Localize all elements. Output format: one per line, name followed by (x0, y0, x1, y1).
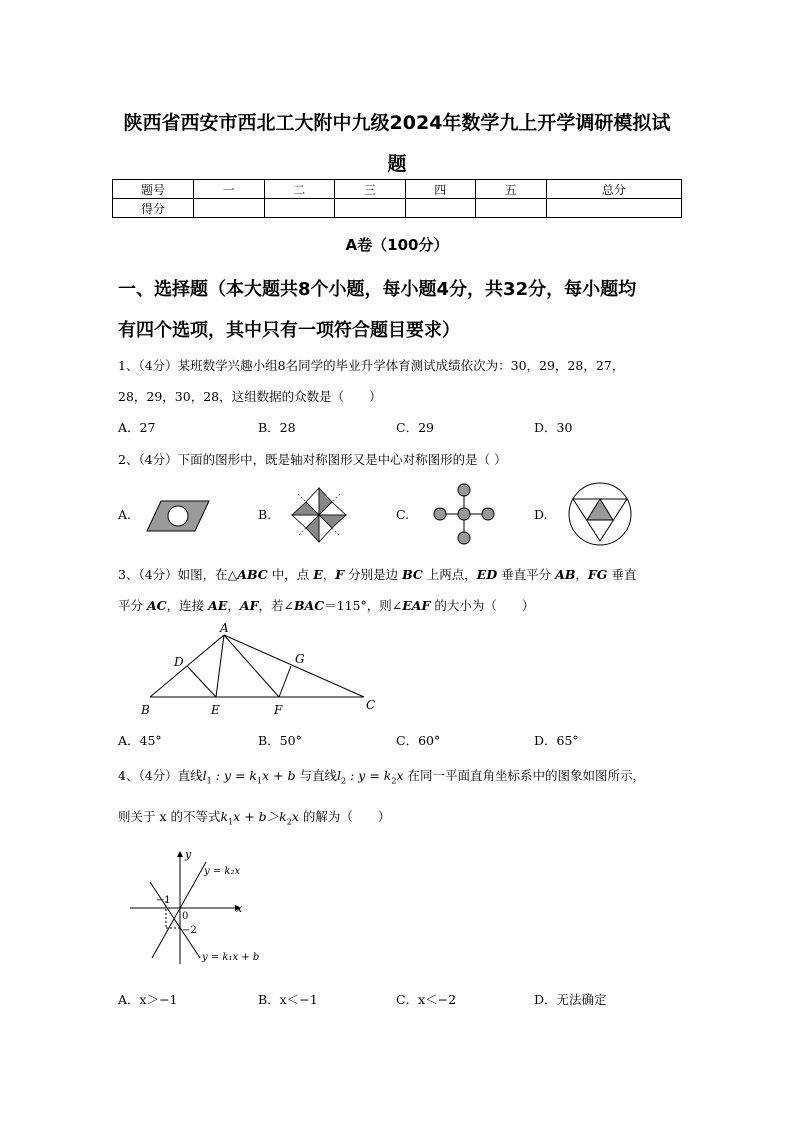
q4-text-line1 (118, 766, 645, 786)
q4-math: : y = k (346, 768, 392, 783)
score-cell (476, 199, 547, 218)
score-header-cell: 三 (335, 180, 406, 199)
score-cell (335, 199, 406, 218)
q4-math-sub: 1 (206, 776, 212, 786)
part1-heading-line1: 一、选择题（本大题共8个小题，每小题4分，共32分，每小题均 (118, 279, 637, 300)
q2-text: 2、（4分）下面的图形中，既是轴对称图形又是中心对称图形的是（ ） (118, 452, 507, 467)
q1-option-d: D．30 (534, 420, 573, 435)
q4-math: l (337, 768, 342, 783)
q4-math-sub: 2 (391, 776, 397, 786)
q4-text-line2 (118, 807, 390, 827)
q1-option-b: B．28 (258, 420, 296, 435)
q3-math: ED (476, 567, 498, 582)
q3-option-a: A．45° (118, 733, 162, 748)
q3-math: BAC (293, 598, 325, 613)
q2-figure-a-parallelogram (143, 497, 213, 537)
label-f: F (274, 703, 283, 717)
score-table (112, 179, 682, 218)
q4-text: 的解为（ ） (298, 809, 391, 824)
q3-math: FG (587, 567, 608, 582)
score-table-score-row (113, 199, 682, 218)
q3-text: 平分 (118, 598, 147, 613)
q4-math: x (396, 768, 404, 783)
tick-neg1-label: −1 (156, 895, 171, 906)
line-k1x-b (150, 882, 200, 958)
q3-text: ＝115°，则∠ (324, 598, 403, 613)
q2-figure-b-pinwheel (286, 484, 352, 546)
q4-option-c: C．x＜−2 (396, 992, 457, 1007)
segment-ac (224, 635, 364, 697)
q4-math-sub: 2 (286, 817, 292, 827)
q3-text: 垂直平分 (497, 567, 556, 582)
q4-math: k (220, 809, 229, 824)
q3-option-d: D．65° (534, 733, 579, 748)
score-cell (405, 199, 476, 218)
q3-text: 分别是边 (344, 567, 403, 582)
q1-option-c: C．29 (396, 420, 434, 435)
q4-text: 4、（4分）直线 (118, 768, 203, 783)
tick-neg2-label: −2 (182, 925, 197, 936)
q3-math: EAF (402, 598, 431, 613)
q4-math: l (202, 768, 207, 783)
q3-triangle-figure (136, 620, 386, 720)
segment-ae (216, 635, 224, 697)
q2-figure-d-circle-triangles (565, 481, 635, 549)
q3-option-c: C．60° (396, 733, 441, 748)
label-c: C (366, 698, 376, 712)
q3-text: ， (575, 567, 588, 582)
score-table-header-row (113, 180, 682, 199)
score-header-cell: 题号 (113, 180, 194, 199)
q4-math: x (291, 809, 299, 824)
q4-math-sub: 2 (341, 776, 347, 786)
line-k2x (152, 862, 206, 958)
q4-math: x + b (262, 768, 296, 783)
q3-text-line2 (118, 596, 534, 614)
label-b: B (141, 703, 150, 717)
q3-text: ，若∠ (258, 598, 294, 613)
label-g: G (295, 652, 305, 666)
q3-text: 3、（4分）如图，在△ (118, 567, 238, 582)
q2-label-b: B. (258, 507, 272, 522)
q2-figure-c-circles-cross (430, 482, 498, 546)
label-e: E (211, 703, 220, 717)
q3-math: AB (555, 567, 576, 582)
q1-text-line2: 28，29，30，28，这组数据的众数是（ ） (118, 389, 382, 404)
q4-option-d: D．无法确定 (534, 992, 607, 1007)
q4-option-a: A．x＞−1 (118, 992, 178, 1007)
q3-text-line1 (118, 565, 636, 583)
q1-option-a: A．27 (118, 420, 156, 435)
q3-math: E (313, 567, 323, 582)
paper-title-line2: 题 (387, 153, 407, 175)
q3-text: ， (227, 598, 240, 613)
q3-text: 中，点 (267, 567, 314, 582)
y-axis-label: y (185, 848, 192, 861)
q3-text: 上两点， (422, 567, 477, 582)
score-cell (546, 199, 682, 218)
q3-option-b: B．50° (258, 733, 302, 748)
q3-math: BC (402, 567, 423, 582)
label-d: D (174, 655, 184, 669)
q4-math: : y = k (211, 768, 257, 783)
part1-heading-line2: 有四个选项，其中只有一项符合题目要求） (118, 320, 460, 341)
paper-section-label: A卷（100分） (345, 236, 449, 254)
q3-math: ABC (237, 567, 268, 582)
q3-text: 的大小为（ ） (430, 598, 535, 613)
q3-text: 垂直 (607, 567, 637, 582)
q3-text: ，连接 (166, 598, 209, 613)
score-header-cell: 五 (476, 180, 547, 199)
segment-af (224, 635, 279, 697)
x-axis-label: x (236, 902, 243, 915)
line-k2x-label: y = k₂x (204, 866, 241, 877)
q4-text: 在同一平面直角坐标系中的图象如图所示， (403, 768, 645, 783)
score-header-cell: 四 (405, 180, 476, 199)
q3-text: ， (322, 567, 336, 582)
q4-math-sub: 1 (228, 817, 234, 827)
score-row-label: 得分 (113, 199, 194, 218)
q2-label-c: C. (396, 507, 410, 522)
q4-text: 与直线 (295, 768, 338, 783)
q4-option-b: B．x＜−1 (258, 992, 318, 1007)
q4-text: 则关于 x 的不等式 (118, 809, 221, 824)
segment-ed (187, 666, 216, 697)
q3-math: AE (208, 598, 228, 613)
line-k1x-b-label: y = k₁x + b (202, 952, 260, 963)
q2-label-d: D. (534, 507, 548, 522)
score-header-cell: 二 (264, 180, 335, 199)
q3-math: AC (146, 598, 167, 613)
q1-text-line1: 1、（4分）某班数学兴趣小组8名同学的毕业升学体育测试成绩依次为：30，29，28，27， (118, 358, 625, 373)
q3-math: F (335, 567, 345, 582)
q3-math: AF (239, 598, 259, 613)
segment-fg (279, 666, 291, 697)
q4-math: x + b＞k (233, 809, 287, 824)
score-header-cell: 总分 (546, 180, 682, 199)
score-header-cell: 一 (194, 180, 265, 199)
paper-title-line1: 陕西省西安市西北工大附中九级2024年数学九上开学调研模拟试 (123, 112, 671, 134)
score-cell (194, 199, 265, 218)
q4-coordinate-graph (126, 846, 276, 970)
q4-math-sub: 1 (256, 776, 263, 786)
score-cell (264, 199, 335, 218)
label-a: A (220, 621, 229, 635)
origin-label: 0 (182, 911, 189, 922)
q2-label-a: A. (118, 507, 132, 522)
